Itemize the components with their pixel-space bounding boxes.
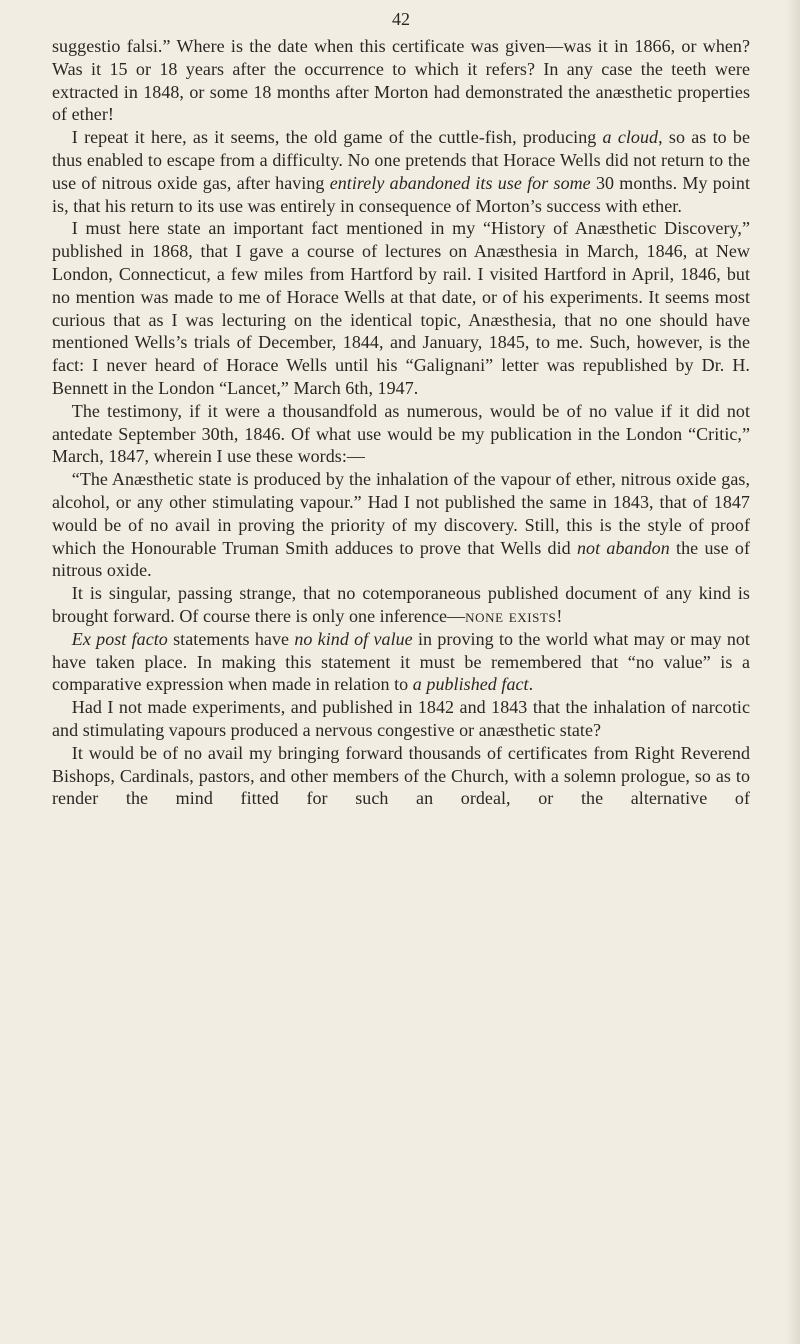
paragraph xyxy=(52,35,750,126)
text-run: “The Anæsthetic state is produced by the inhalation of the vapour of ether, nitrous oxide gas, alcohol, or any other stimulating vapour.” Had I not published the same in 1843, that of 1847 would be of no avail in proving the priority of my discovery. Still, this is the style of proof which the Honourable Truman Smith adduces to prove that Wells did xyxy=(52,469,750,558)
italic-text: no kind of value xyxy=(294,628,413,649)
text-run: suggestio falsi.” Where is the date when this certificate was given—was it in 1866, or when? Was it 15 or 18 years after the occurrence to which it refers? In any case the teeth were extracted in 1848, or some 18 months after Morton had demonstrated the anæsthetic properties of ether! xyxy=(52,36,750,125)
page-edge-shadow xyxy=(786,0,800,1344)
page-number: 42 xyxy=(392,9,410,29)
text-run: the use of nitrous oxide. xyxy=(52,537,750,581)
text-run: It would be of no avail my bringing forward thousands of certificates from Right Reverend Bishops, Cardinals, pastors, and other members of the Church, with a solemn prologue, so as to render the mind fitted for such an ordeal, or the alternative of xyxy=(52,742,750,809)
text-run: , so as to be thus enabled to escape from a difficulty. No one pretends that Horace Wells did not return to the use of nitrous oxide gas, after having xyxy=(52,127,751,193)
paragraph xyxy=(52,126,750,217)
text-run: ! xyxy=(556,605,563,626)
text-run: in proving to the world what may or may not have taken place. In making this statement it must be remembered that “no value” is a comparative expression when made in relation to xyxy=(52,628,750,695)
text-run: I repeat it here, as it seems, the old game of the cuttle-fish, producing xyxy=(71,127,603,148)
text-run: Had I not made experiments, and published in 1842 and 1843 that the inhalation of narcotic and stimulating vapours produced a nervous congestive or anæsthetic state? xyxy=(52,697,750,740)
text-run: The testimony, if it were a thousandfold as numerous, would be of no value if it did not antedate September 30th, 1846. Of what use would be my publication in the London “Critic,” March, 1847, wherein I use these words:— xyxy=(52,400,750,467)
paragraph xyxy=(52,400,750,468)
paragraph xyxy=(52,468,750,582)
paragraph xyxy=(52,217,750,399)
paragraph xyxy=(52,582,750,628)
italic-text: a published fact xyxy=(412,674,529,695)
text-run: I must here state an important fact mentioned in my “History of Anæsthetic Discovery,” published in 1868, that I gave a course of lectures on Anæsthesia in March, 1846, at New London, Connecticut, a few miles from Hartford by rail. I visited Hartford in April, 1846, but no mention was made to me of Horace Wells at that date, or of his experiments. It seems most curious that as I was lecturing on the identical topic, Anæsthesia, that no one should have mentioned Wells’s trials of December, 1844, and January, 1845, to me. Such, however, is the fact: I never heard of Horace Wells until his “Galignani” letter was republished by Dr. H. Bennett in the London “Lancet,” March 6th, 1947. xyxy=(52,218,750,398)
text-run: 30 months. My point is, that his return to its use was entirely in consequence of Morton’s success with ether. xyxy=(52,172,750,216)
italic-text: Ex post facto xyxy=(71,628,168,649)
text-run: statements have xyxy=(167,628,295,649)
text-run: It is singular, passing strange, that no cotemporaneous published document of any kind is brought forward. Of course there is only one inference— xyxy=(52,583,750,626)
italic-text: a cloud xyxy=(602,127,659,148)
paragraph xyxy=(52,742,750,810)
small-caps-text: none exists xyxy=(465,605,557,626)
body-text xyxy=(52,35,750,810)
italic-text: entirely abandoned its use for some xyxy=(329,172,591,193)
text-run: . xyxy=(528,674,534,695)
paragraph xyxy=(52,628,750,696)
italic-text: not abandon xyxy=(576,537,670,558)
paragraph xyxy=(52,696,750,742)
